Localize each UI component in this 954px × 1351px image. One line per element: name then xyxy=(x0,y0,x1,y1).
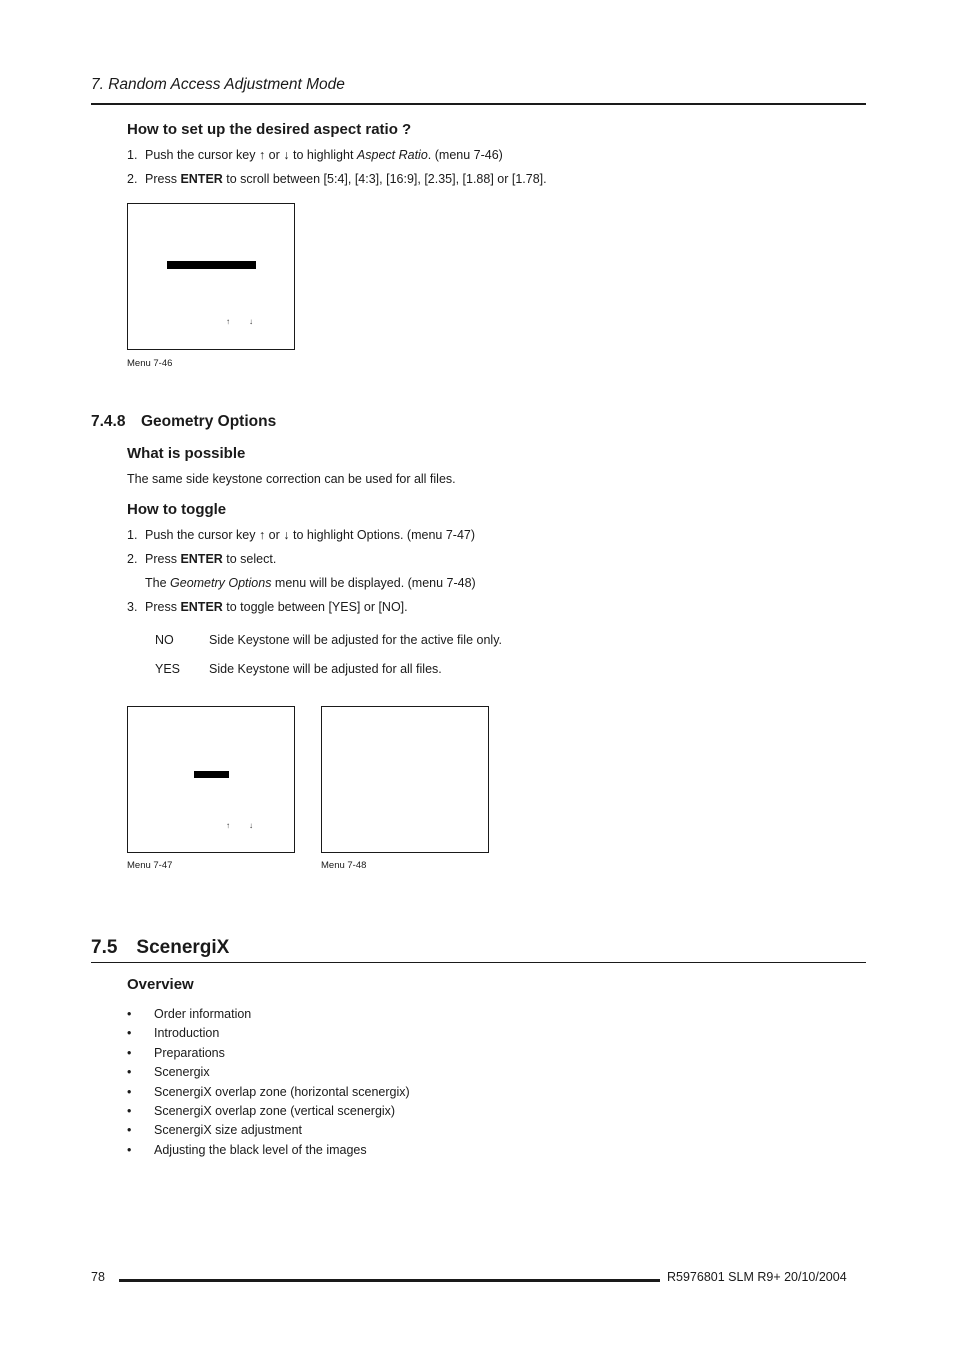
option-yes-desc: Side Keystone will be adjusted for all files. xyxy=(209,662,442,676)
chapter-header: 7. Random Access Adjustment Mode xyxy=(91,76,345,93)
menu-7-46-screen xyxy=(127,203,295,350)
step-emphasis: Aspect Ratio xyxy=(356,148,428,162)
overview-heading: Overview xyxy=(127,976,194,993)
overview-list xyxy=(127,1006,410,1161)
list-item: • ScenergiX overlap zone (vertical scenergix) xyxy=(127,1103,410,1122)
option-yes-key: YES xyxy=(155,662,181,676)
possible-text: The same side keystone correction can be used for all files. xyxy=(127,472,456,486)
note-emphasis: Geometry Options xyxy=(170,576,272,590)
toggle-step-2 xyxy=(127,551,276,567)
step-text: Press xyxy=(145,172,181,186)
step-text-end: to select. xyxy=(222,552,277,566)
step-text: Press xyxy=(145,552,181,566)
step-number: 2. xyxy=(127,172,138,186)
toggle-step-2-note xyxy=(145,575,476,591)
arrow-down-icon: ↓ xyxy=(249,821,253,830)
enter-key-label: ENTER xyxy=(180,172,223,186)
toggle-heading: How to toggle xyxy=(127,501,227,518)
arrow-up-icon: ↑ xyxy=(226,317,230,326)
step-number: 2. xyxy=(127,552,138,566)
arrow-down-icon: ↓ xyxy=(249,317,253,326)
document-id: R5976801 SLM R9+ 20/10/2004 xyxy=(667,1270,847,1284)
option-no-key: NO xyxy=(155,633,174,647)
note-text-end: menu will be displayed. (menu 7-48) xyxy=(271,576,476,590)
menu-7-48-screen xyxy=(321,706,489,853)
section-rule xyxy=(91,962,866,963)
aspect-step-2 xyxy=(127,171,547,187)
step-text: Push the cursor key ↑ or ↓ to highlight xyxy=(145,148,357,162)
scenergix-heading: 7.5 ScenergiX xyxy=(91,937,230,958)
enter-key-label: ENTER xyxy=(180,552,223,566)
list-item: • Introduction xyxy=(127,1025,410,1044)
menu-highlight-bar xyxy=(167,261,256,269)
enter-key-label: ENTER xyxy=(180,600,223,614)
list-item: • ScenergiX size adjustment xyxy=(127,1122,410,1141)
header-rule xyxy=(91,103,866,105)
aspect-step-1 xyxy=(127,147,503,163)
list-item: • Order information xyxy=(127,1006,410,1025)
menu-7-46-caption: Menu 7-46 xyxy=(127,358,173,369)
list-item: • Scenergix xyxy=(127,1064,410,1083)
list-item: • Adjusting the black level of the images xyxy=(127,1142,410,1161)
step-number: 1. xyxy=(127,148,138,162)
step-text-end: to toggle between [YES] or [NO]. xyxy=(222,600,408,614)
geometry-heading: 7.4.8 Geometry Options xyxy=(91,413,277,430)
option-no-desc: Side Keystone will be adjusted for the active file only. xyxy=(209,633,502,647)
step-number: 3. xyxy=(127,600,138,614)
menu-7-48-caption: Menu 7-48 xyxy=(321,860,367,871)
toggle-step-3 xyxy=(127,599,408,615)
step-number: 1. xyxy=(127,528,138,542)
menu-7-47-screen xyxy=(127,706,295,853)
footer-rule xyxy=(119,1279,660,1282)
toggle-step-1 xyxy=(127,527,475,543)
aspect-heading: How to set up the desired aspect ratio ? xyxy=(127,121,412,138)
step-text-end: . (menu 7-46) xyxy=(427,148,503,162)
step-text: Push the cursor key ↑ or ↓ to highlight Options. (menu 7-47) xyxy=(145,528,476,542)
menu-7-47-caption: Menu 7-47 xyxy=(127,860,173,871)
step-text: Press xyxy=(145,600,181,614)
note-text: The xyxy=(145,576,171,590)
list-item: • ScenergiX overlap zone (horizontal scenergix) xyxy=(127,1084,410,1103)
step-text-end: to scroll between [5:4], [4:3], [16:9], [2.35], [1.88] or [1.78]. xyxy=(222,172,547,186)
menu-highlight-bar xyxy=(194,771,229,778)
arrow-up-icon: ↑ xyxy=(226,821,230,830)
list-item: • Preparations xyxy=(127,1045,410,1064)
page-number: 78 xyxy=(91,1270,105,1284)
possible-heading: What is possible xyxy=(127,445,246,462)
